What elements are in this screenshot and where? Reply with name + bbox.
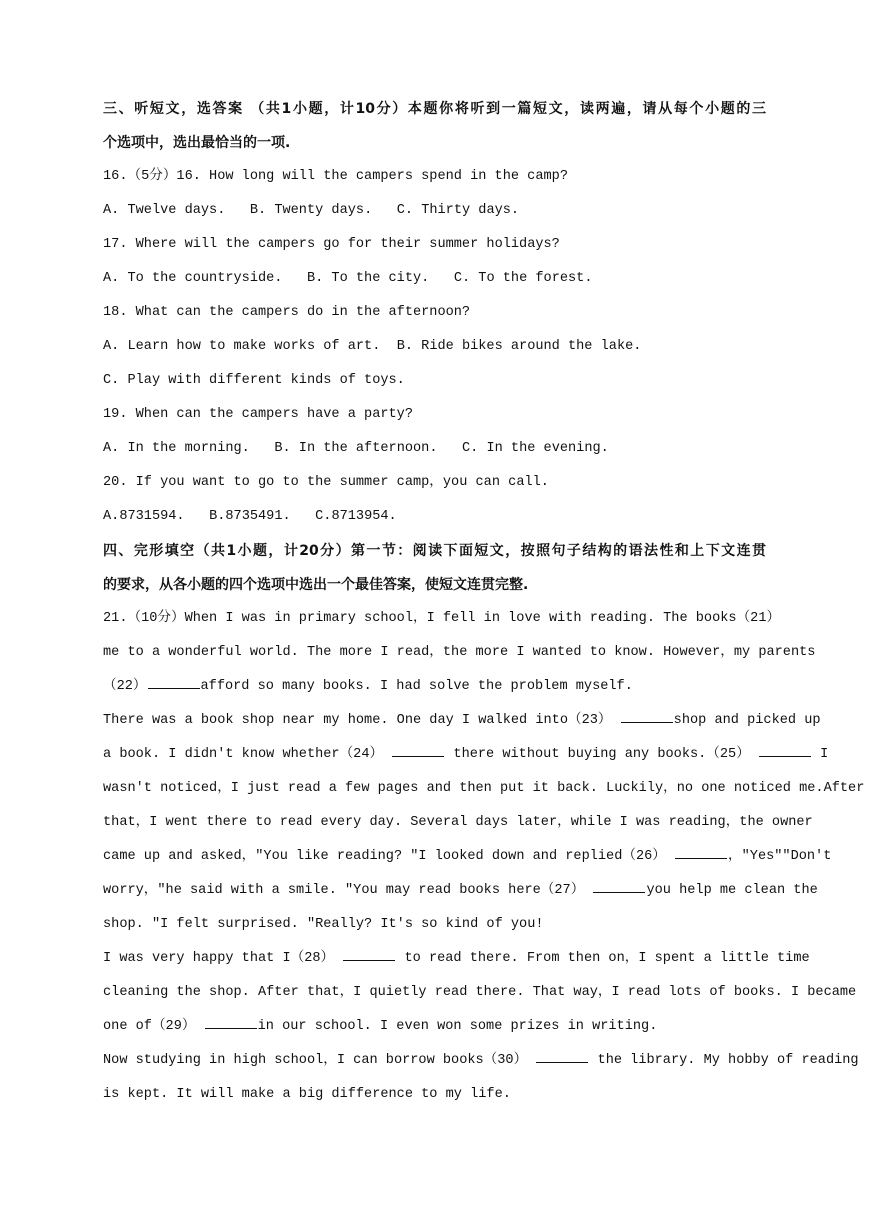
option-a: A.8731594. xyxy=(103,509,185,524)
section4-heading-line2: 的要求，从各小题的四个选项中选出一个最佳答案，使短文连贯完整. xyxy=(103,577,529,593)
question-20: 20. If you want to go to the summer camp，you can call. xyxy=(103,475,549,490)
passage-line: （22） afford so many books. I had solve the problem myself. xyxy=(103,670,766,704)
option-c: C. In the evening. xyxy=(461,441,609,456)
passage-line: is kept. It will make a big difference to my life. xyxy=(103,1087,511,1102)
option-c: C. Thirty days. xyxy=(396,203,520,218)
passage-line: shop. "I felt surprised. "Really? It's so kind of you! xyxy=(103,917,544,932)
answer-blank-26[interactable] xyxy=(675,844,727,859)
passage-line: There was a book shop near my home. One day I walked into（23） shop and picked up xyxy=(103,704,766,738)
option-b: B. Ride bikes around the lake. xyxy=(396,339,642,354)
option-b: B. In the afternoon. xyxy=(274,441,438,456)
answer-blank-22[interactable] xyxy=(148,674,200,689)
section3-heading-line2: 个选项中，选出最恰当的一项. xyxy=(103,135,291,151)
passage-line: I was very happy that I（28） to read there. From then on，I spent a little time xyxy=(103,942,766,976)
option-c: C. Play with different kinds of toys. xyxy=(103,373,405,388)
answer-blank-29[interactable] xyxy=(205,1014,257,1029)
option-a: A. To the countryside. xyxy=(103,271,283,286)
option-b: B.8735491. xyxy=(209,509,291,524)
option-a: A. Twelve days. xyxy=(103,203,226,218)
section4-heading-line1: 四、完形填空（共1小题，计20分）第一节：阅读下面短文，按照句子结构的语法性和上下文连贯 xyxy=(103,543,766,559)
options-18-line2 xyxy=(103,364,766,398)
options-20 xyxy=(103,500,766,534)
question-17: 17. Where will the campers go for their summer holidays? xyxy=(103,237,560,252)
answer-blank-23[interactable] xyxy=(621,708,673,723)
exam-page xyxy=(103,92,865,1112)
passage-line: wasn't noticed，I just read a few pages and then put it back. Luckily，no one noticed me.After xyxy=(103,781,865,796)
passage-line: came up and asked，"You like reading? "I looked down and replied（26） ，"Yes""Don't xyxy=(103,840,766,874)
option-a: A. Learn how to make works of art. xyxy=(103,339,381,354)
passage-line: me to a wonderful world. The more I read，the more I wanted to know. However，my parents xyxy=(103,645,816,660)
passage-line: one of（29） in our school. I even won some prizes in writing. xyxy=(103,1010,766,1044)
answer-blank-28[interactable] xyxy=(343,946,395,961)
answer-blank-30[interactable] xyxy=(536,1048,588,1063)
options-19 xyxy=(103,432,766,466)
question-18: 18. What can the campers do in the afternoon? xyxy=(103,305,471,320)
answer-blank-25[interactable] xyxy=(759,742,811,757)
option-c: C. To the forest. xyxy=(453,271,593,286)
option-b: B. Twenty days. xyxy=(249,203,373,218)
passage-line: cleaning the shop. After that，I quietly read there. That way，I read lots of books. I became xyxy=(103,985,857,1000)
question-16: 16.（5分）16. How long will the campers spend in the camp? xyxy=(103,169,568,184)
options-18-line1 xyxy=(103,330,766,364)
passage-line: a book. I didn't know whether（24） there without buying any books.（25） I xyxy=(103,738,766,772)
question-19: 19. When can the campers have a party? xyxy=(103,407,413,422)
passage-line: 21.（10分）When I was in primary school，I fell in love with reading. The books（21） xyxy=(103,611,781,626)
answer-blank-27[interactable] xyxy=(593,878,645,893)
option-b: B. To the city. xyxy=(306,271,430,286)
answer-blank-24[interactable] xyxy=(392,742,444,757)
options-17 xyxy=(103,262,766,296)
passage-line: worry，"he said with a smile. "You may read books here（27） you help me clean the xyxy=(103,874,766,908)
passage-line: that，I went there to read every day. Several days later，while I was reading，the owner xyxy=(103,815,813,830)
option-c: C.8713954. xyxy=(315,509,397,524)
option-a: A. In the morning. xyxy=(103,441,250,456)
passage-line: Now studying in high school，I can borrow books（30） the library. My hobby of reading xyxy=(103,1044,766,1078)
section3-heading-line1: 三、听短文，选答案 （共1小题，计10分）本题你将听到一篇短文，读两遍，请从每个小题的三 xyxy=(103,101,766,117)
options-16 xyxy=(103,194,766,228)
